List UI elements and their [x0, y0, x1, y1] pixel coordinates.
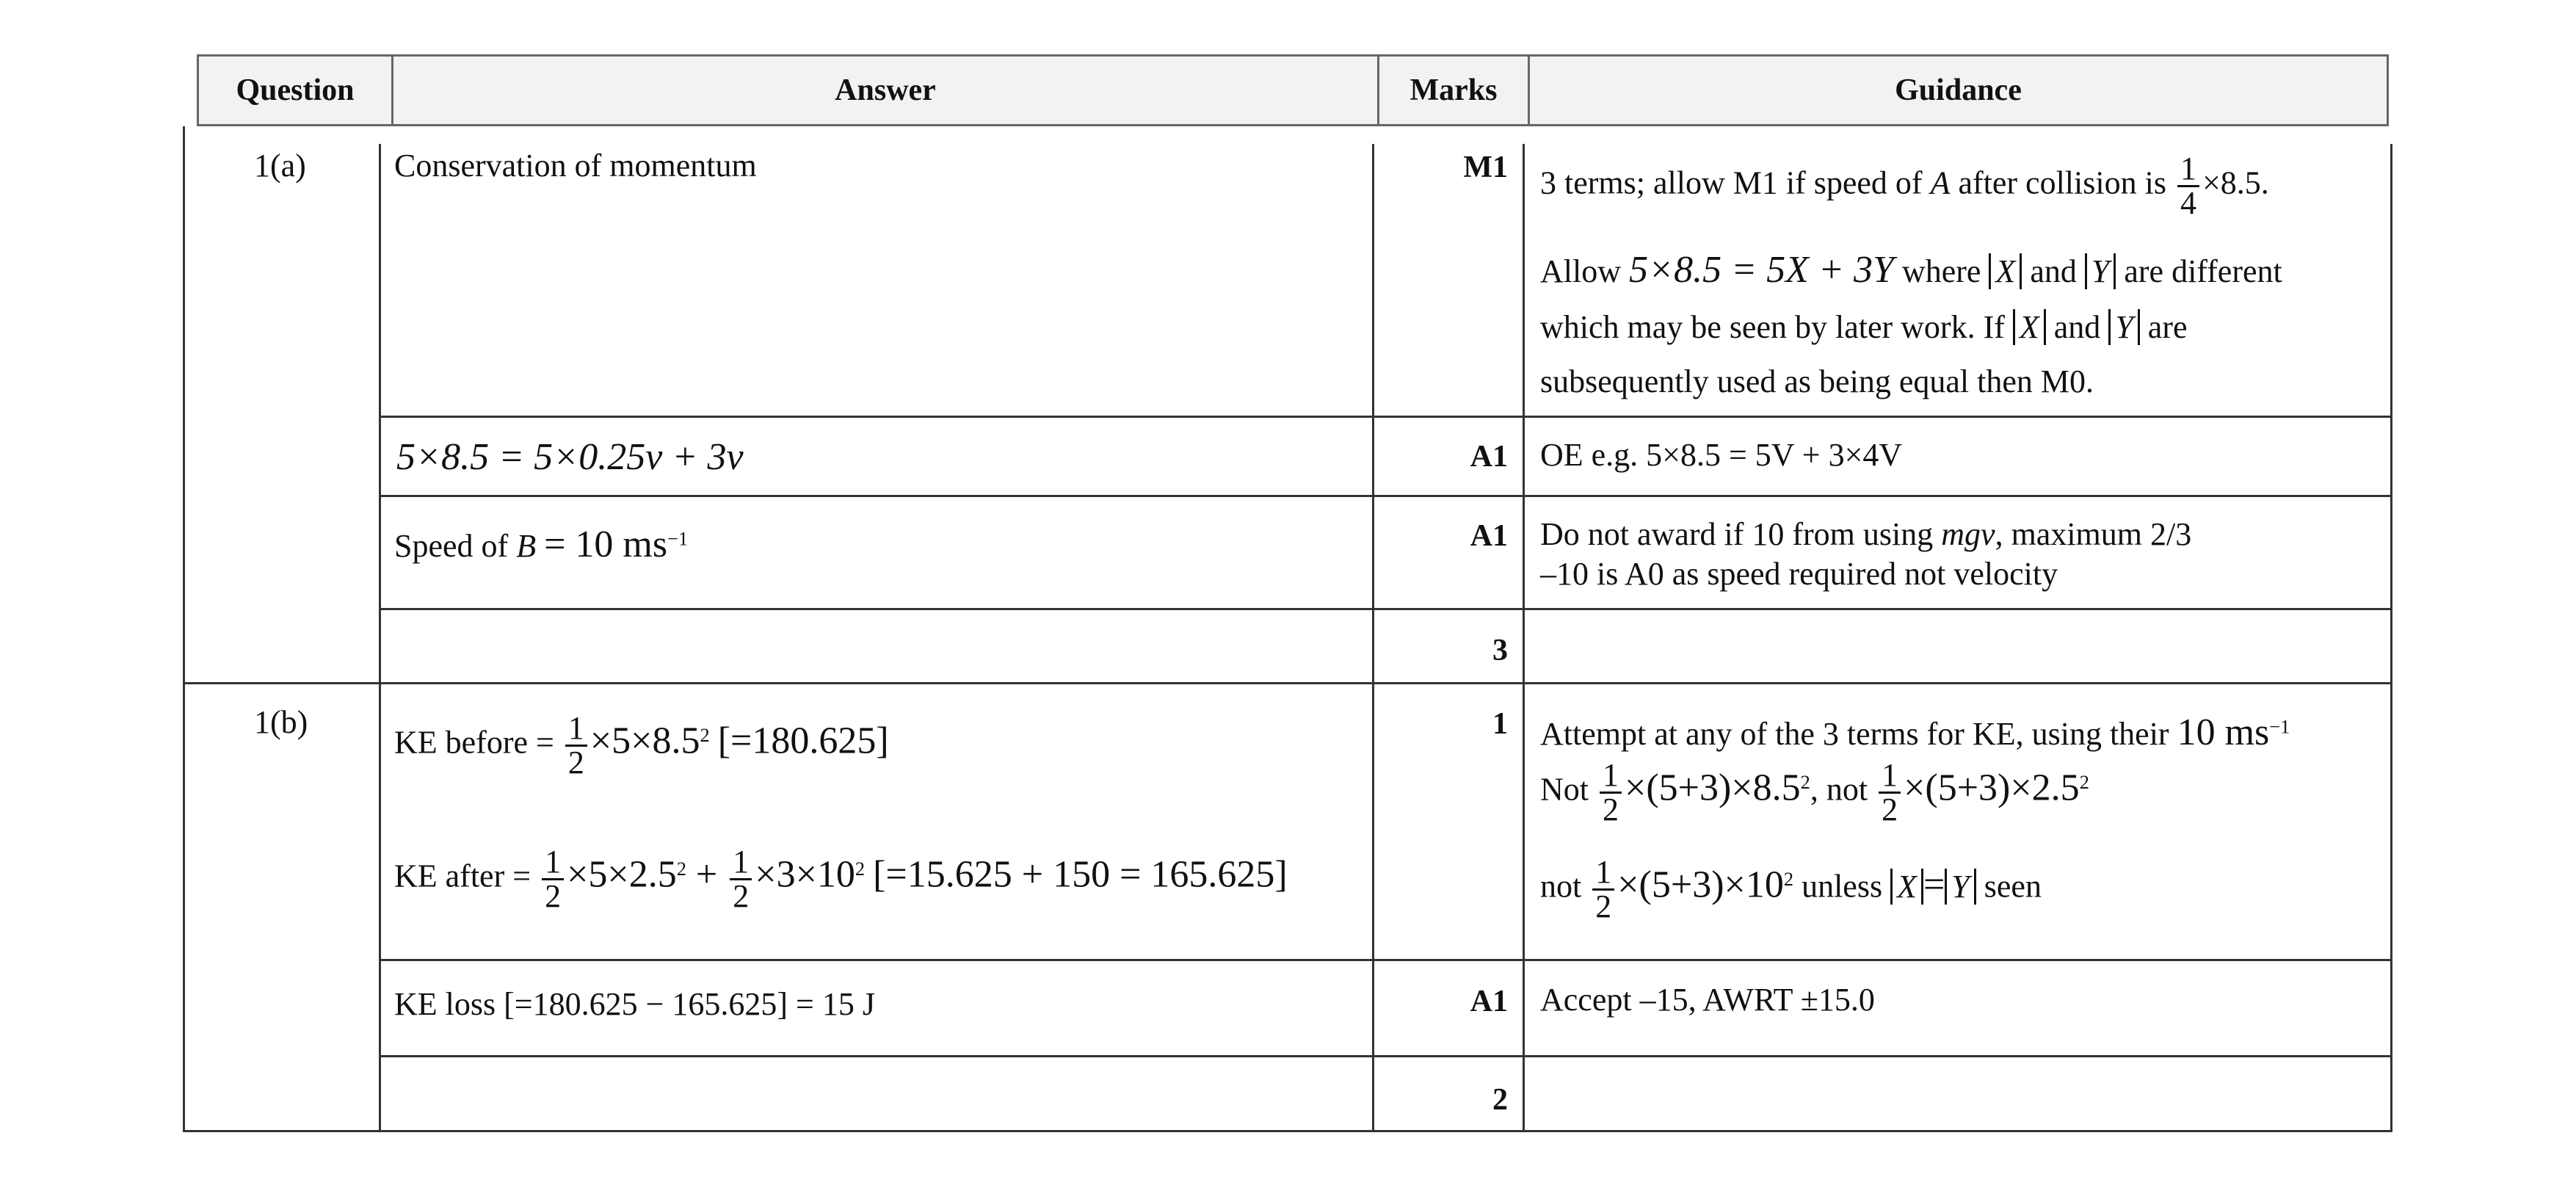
mark-total: 2	[1492, 1083, 1508, 1117]
guidance-text: not $\frac{1}{2}$ $\times(5+3)\times 10^2$ unless X = Y seen	[1540, 854, 2042, 924]
mark-code: M1	[1463, 151, 1508, 184]
guidance-text: Do not award if 10 from using mgv, maximum 2/3	[1540, 516, 2192, 552]
table-border-left	[183, 126, 185, 1132]
table-header	[197, 54, 2389, 126]
guidance-text: Not $\frac{1}{2}$ $\times(5+3)\times 8.5^2$, not $\frac{1}{2}$ $\times(5+3)\times 2.5^2$	[1540, 757, 2089, 827]
row-divider	[183, 682, 2392, 684]
header-guidance: Guidance	[1895, 73, 2022, 107]
answer-equation: KE after = $\frac{1}{2}$ $\times 5\times 2.5^2$ + $\frac{1}{2}$ $\times 3\times 10^2$ [=15.625 + 150 = 165.625]	[394, 844, 1288, 914]
question-label: 1(b)	[254, 704, 308, 740]
row-divider	[379, 416, 2392, 418]
header-marks: Marks	[1409, 73, 1498, 107]
answer-text: Conservation of momentum	[394, 148, 757, 184]
guidance-text: subsequently used as being equal then M0.	[1540, 363, 2094, 399]
guidance-text: 3 terms; allow M1 if speed of A after collision is $\frac{1}{4}$ ×8.5.	[1540, 151, 2269, 221]
guidance-text: which may be seen by later work. If X and Y are	[1540, 309, 2188, 345]
mark-code: 1	[1492, 707, 1508, 741]
column-divider	[1372, 144, 1374, 1132]
column-divider	[379, 144, 381, 1132]
mark-code: A1	[1470, 519, 1508, 553]
guidance-text: Attempt at any of the 3 terms for KE, using their 10 $ms^{-1}$	[1540, 711, 2290, 753]
table-border-bottom	[183, 1130, 2392, 1132]
mark-code: A1	[1470, 440, 1508, 474]
mark-total: 3	[1492, 634, 1508, 667]
row-divider	[379, 1055, 2392, 1057]
header-answer: Answer	[835, 73, 936, 107]
row-divider	[379, 959, 2392, 961]
header-question: Question	[236, 73, 355, 107]
answer-equation: KE loss [=180.625 − 165.625] = 15 J	[394, 986, 875, 1022]
guidance-text: Accept –15, AWRT ±15.0	[1540, 982, 1875, 1018]
guidance-text: –10 is A0 as speed required not velocity	[1540, 556, 2058, 592]
guidance-text: Allow 5×8.5 = 5X + 3Y where X and Y are different	[1540, 249, 2282, 291]
guidance-text: OE e.g. 5×8.5 = 5V + 3×4V	[1540, 437, 1903, 473]
answer-text: Speed of B = 10 $ms^{-1}$	[394, 524, 689, 565]
row-divider	[379, 495, 2392, 497]
question-label: 1(a)	[254, 148, 306, 184]
answer-equation: KE before = $\frac{1}{2}$ $\times 5\times 8.5^2$ [=180.625]	[394, 710, 889, 780]
column-divider	[1523, 144, 1525, 1132]
mark-code: A1	[1470, 985, 1508, 1018]
answer-equation: 5×8.5 = 5×0.25v + 3v	[396, 436, 744, 478]
row-divider	[379, 608, 2392, 610]
table-border-right	[2390, 144, 2392, 1132]
